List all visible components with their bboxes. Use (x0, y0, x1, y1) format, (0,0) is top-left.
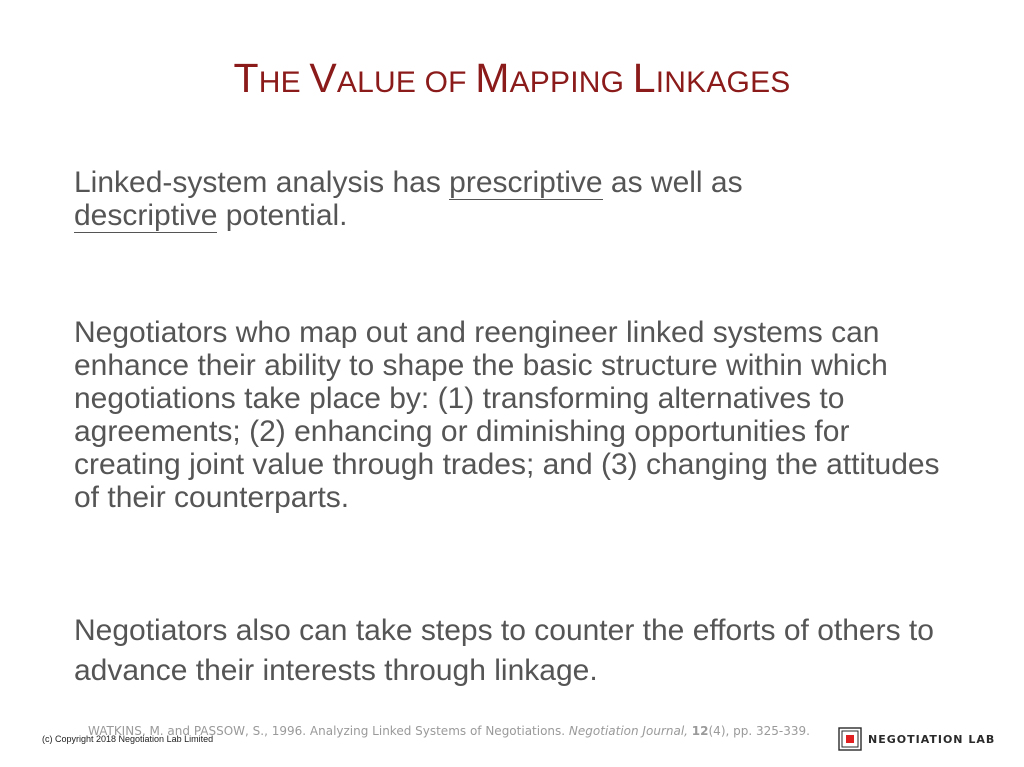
paragraph-prescriptive (74, 166, 954, 232)
title-rest: HE (258, 66, 310, 99)
logo-mark-icon (838, 727, 862, 751)
title-cap: L (632, 55, 656, 101)
paragraph1-text: potential. (217, 199, 348, 232)
title-cap: V (309, 55, 337, 101)
title-rest: INKAGES (655, 66, 791, 99)
citation-pages: (4), pp. 325-339. (708, 724, 810, 738)
logo-text: NEGOTIATION LAB (868, 733, 996, 746)
title-cap: M (475, 55, 510, 101)
slide-title (0, 55, 1024, 103)
citation-journal: Negotiation Journal, (568, 724, 688, 738)
citation-volume: 12 (691, 724, 709, 738)
paragraph-counter: Negotiators also can take steps to counter the efforts of others to advance their interests through linkage. (74, 614, 934, 687)
citation-authors: WATKINS, M. and PASSOW, S., 1996. Analyzing Linked Systems of Negotiations. (88, 724, 569, 738)
emphasis-prescriptive: prescriptive (449, 166, 603, 199)
title-rest: APPING (509, 66, 633, 99)
title-rest: ALUE OF (336, 66, 476, 99)
emphasis-descriptive: descriptive (74, 199, 218, 232)
paragraph1-text: Linked-system analysis has (74, 166, 450, 199)
title-cap: T (233, 55, 259, 101)
copyright-notice: (c) Copyright 2018 Negotiation Lab Limited (42, 734, 214, 744)
paragraph-reengineer: Negotiators who map out and reengineer linked systems can enhance their ability to shape the basic structure within which negotiations take place by: (1) transforming alternatives to agreements; (2) enhancing or diminishing opportunities for creating joint value through trades; and (3) changing the attitudes of their counterparts. (74, 316, 940, 514)
negotiation-lab-logo (838, 727, 996, 753)
paragraph1-text: as well as (602, 166, 743, 199)
